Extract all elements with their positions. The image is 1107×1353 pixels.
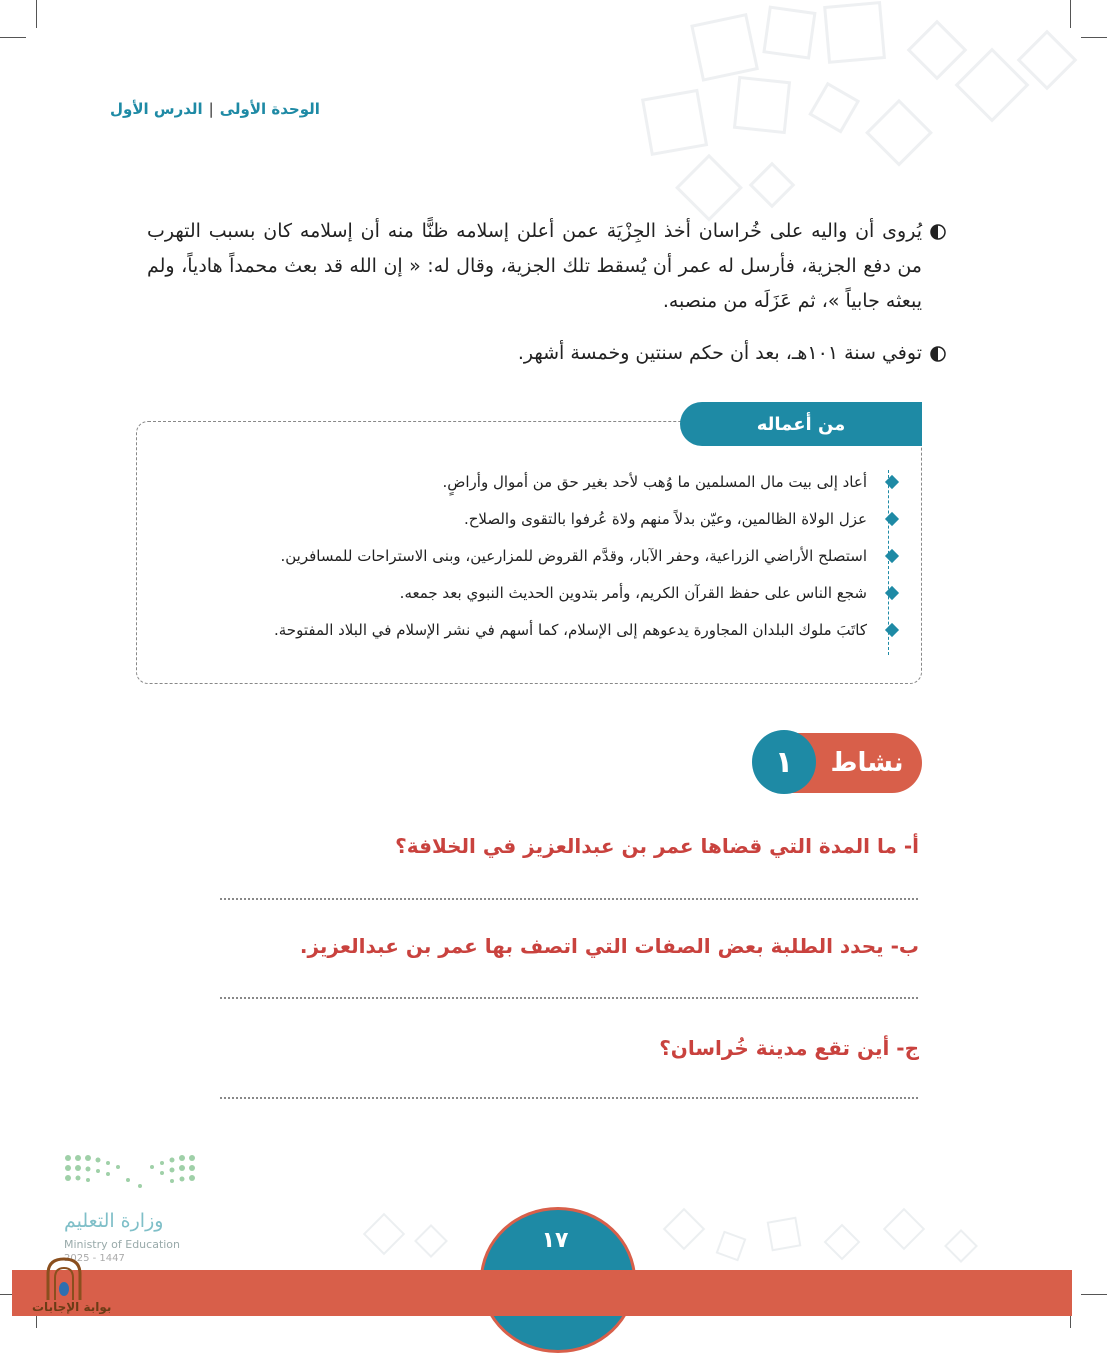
crop-mark	[0, 37, 26, 38]
answer-line-a[interactable]	[220, 898, 918, 900]
works-title: من أعماله	[680, 402, 922, 446]
footer-pattern	[330, 1200, 1030, 1270]
paragraph-1	[147, 214, 922, 319]
activity-badge	[752, 733, 922, 797]
paragraph-2	[147, 336, 922, 371]
watermark-text: بوابة الإجابات	[32, 1300, 112, 1314]
page-number: ١٧	[541, 1228, 569, 1253]
paragraph-text: يُروى أن واليه على خُراسان أخذ الجِزْيَة عمن أعلن إسلامه ظنًّا منه أن إسلامه كان بسبب التهرب من دفع الجزية، فأرسل له عمر أن يُسقط تلك الجزية، وقال له: « إن الله قد بعث محمداً هادياً، ولم يبعثه جابياً »، ثم عَزَلَه من منصبه.	[147, 220, 922, 312]
watermark-arch-icon	[45, 1256, 83, 1302]
activity-label: نشاط	[792, 733, 922, 793]
header-separator: |	[208, 100, 214, 118]
crop-mark	[1081, 1294, 1107, 1295]
page-header	[110, 100, 320, 118]
work-item-text: أعاد إلى بيت مال المسلمين ما وُهب لأحد بغير حق من أموال وأراضٍ.	[442, 473, 867, 491]
work-item-text: عزل الولاة الظالمين، وعيّن بدلاً منهم ولاة عُرفوا بالتقوى والصلاح.	[463, 510, 867, 528]
question-b: ب- يحدد الطلبة بعض الصفات التي اتصف بها عمر بن عبدالعزيز.	[299, 934, 919, 958]
lesson-title: الدرس الأول	[110, 100, 203, 118]
decorative-pattern	[627, 0, 1107, 240]
work-item	[442, 473, 867, 491]
ministry-name-en: Ministry of Education	[64, 1238, 181, 1251]
bullet-icon	[930, 346, 946, 362]
unit-title: الوحدة الأولى	[219, 100, 320, 118]
work-item	[400, 584, 867, 602]
work-item-text: شجع الناس على حفظ القرآن الكريم، وأمر بتدوين الحديث النبوي بعد جمعه.	[399, 584, 867, 602]
bullet-icon	[930, 224, 946, 240]
work-item-text: استصلح الأراضي الزراعية، وحفر الآبار، وقدَّم القروض للمزارعين، وبنى الاستراحات للمسافرين.	[280, 547, 867, 565]
work-item	[274, 621, 867, 639]
crop-mark	[36, 0, 37, 28]
footer-band	[12, 1270, 1072, 1316]
ministry-logo-dots-icon	[60, 1150, 210, 1200]
answer-line-b[interactable]	[220, 997, 918, 999]
work-item-text: كاتَبَ ملوك البلدان المجاورة يدعوهم إلى الإسلام، كما أسهم في نشر الإسلام في البلاد المفتوحة.	[274, 621, 867, 639]
paragraph-text: توفي سنة ١٠١هـ، بعد أن حكم سنتين وخمسة أشهر.	[517, 342, 922, 364]
work-item	[464, 510, 867, 528]
ministry-name-ar: وزارة التعليم	[64, 1210, 164, 1232]
answer-line-c[interactable]	[220, 1097, 918, 1099]
work-item	[280, 547, 867, 565]
activity-number: ١	[752, 730, 816, 794]
question-c: ج- أين تقع مدينة خُراسان؟	[659, 1036, 919, 1060]
ministry-year: 2025 - 1447	[64, 1253, 125, 1264]
question-a: أ- ما المدة التي قضاها عمر بن عبدالعزيز في الخلافة؟	[395, 834, 919, 858]
